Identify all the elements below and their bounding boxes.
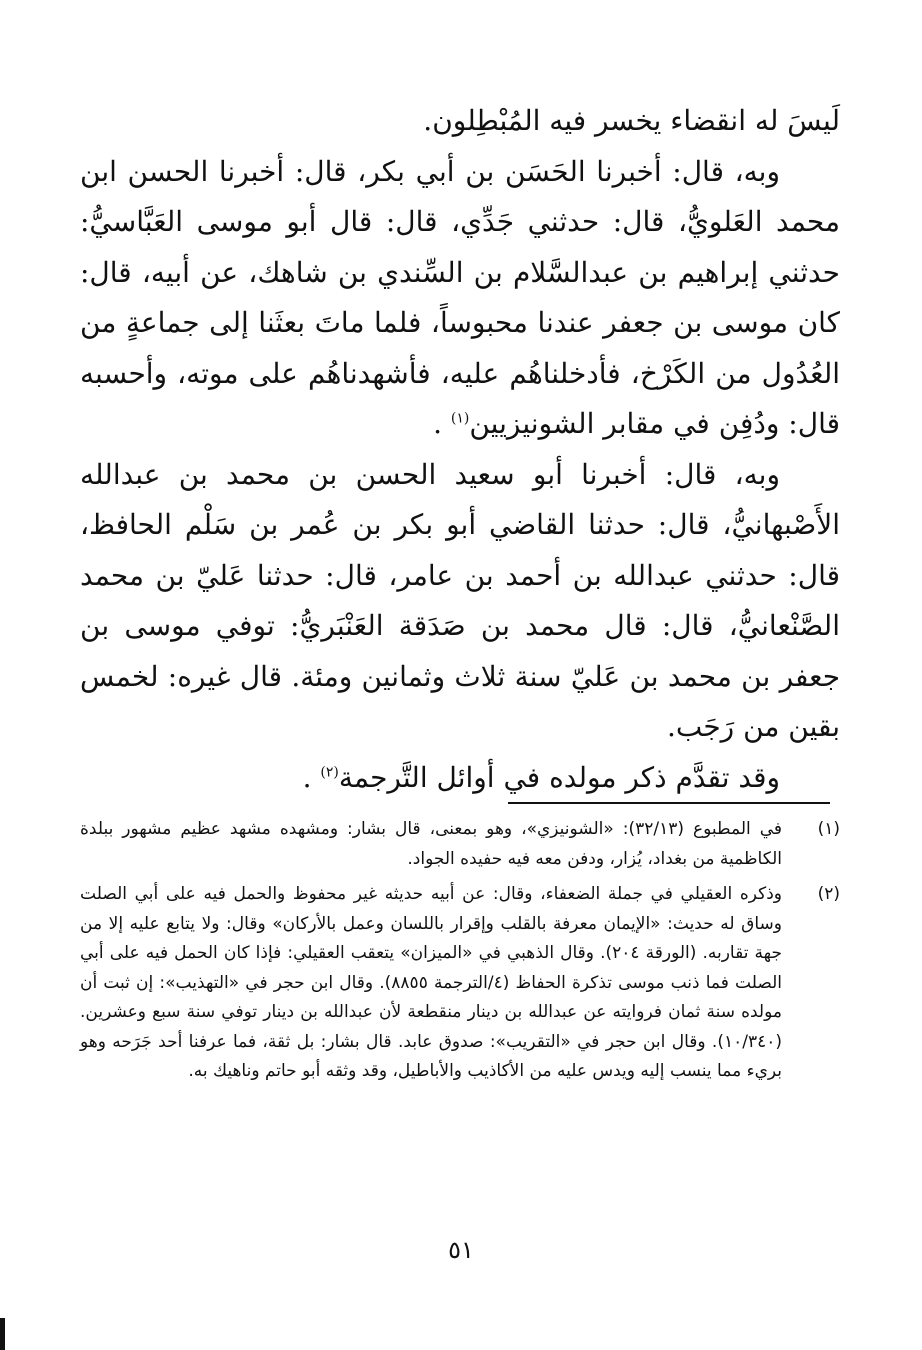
paragraph-closing <box>80 753 840 804</box>
footnote-ref-1: (١) <box>450 410 470 427</box>
footnote-text: وذكره العقيلي في جملة الضعفاء، وقال: عن أبيه حديثه غير محفوظ والحمل فيه على أبي الصلت وساق له حديث: «الإيمان معرفة بالقلب وإقرار باللسان وعمل بالأركان» وقال: ولا يتابع عليه إلا من جهة تقاربه. (الورقة ٢٠٤). وقال الذهبي في «الميزان» يتعقب العقيلي: فإذا كان الحمل فيه على أبي الصلت فما ذنب موسى تذكرة الحفاظ (٤/الترجمة ٨٨٥٥). وقال ابن حجر في «التهذيب»: إن ثبت أن مولده سنة ثمان فروايته عن عبدالله بن دينار منقطعة لأن عبدالله بن دينار توفي سنة سبع وعشرين. (١٠/٣٤٠). وقال ابن حجر في «التقريب»: صدوق عابد. قال بشار: بل ثقة، فما عرفنا أحد جَرَحه وهو بريء مما ينسب إليه ويدس عليه من الأكاذيب والأباطيل، وقد وثقه أبو حاتم وناهيك به. <box>80 884 782 1081</box>
main-text <box>80 96 840 803</box>
footnotes <box>80 815 840 1093</box>
paragraph-narration-2: وبه، قال: أخبرنا أبو سعيد الحسن بن محمد بن عبدالله الأَصْبهانيُّ، قال: حدثنا القاضي أبو بكر بن عُمر بن سَلْم الحافظ، قال: حدثني عبدالله بن أحمد بن عامر، قال: حدثنا عَليّ بن محمد الصَّنْعانيُّ، قال: قال محمد بن صَدَقة العَنْبَريُّ: توفي موسى بن جعفر بن محمد بن عَليّ سنة ثلاث وثمانين ومئة. قال غيره: لخمس بقين من رَجَب. <box>80 457 840 743</box>
scan-edge-mark <box>0 1318 5 1350</box>
footnote-2 <box>80 880 840 1087</box>
page-number: ٥١ <box>448 1236 474 1264</box>
paragraph-narration-1 <box>80 147 840 450</box>
footnote-ref-2: (٢) <box>320 764 339 781</box>
sentence-end-2: . <box>302 760 312 794</box>
sentence-end-1: . <box>433 407 442 440</box>
paragraph-closing-text: وقد تقدَّم ذكر مولده في أوائل التَّرجمة <box>338 760 780 794</box>
footnote-separator <box>508 802 830 804</box>
paragraph-continuation: لَيسَ له انقضاء يخسر فيه المُبْطِلون. <box>423 104 840 137</box>
footnote-number: (١) <box>817 819 840 839</box>
footnote-number: (٢) <box>817 884 840 904</box>
footnote-1 <box>80 815 840 874</box>
footnote-text: في المطبوع (٣٢/١٣): «الشونيزي»، وهو بمعنى، قال بشار: ومشهده مشهد عظيم مشهور ببلدة الكاظمية من بغداد، يُزار، ودفن معه فيه حفيده الجواد. <box>80 819 783 869</box>
paragraph-narration-1-text: وبه، قال: أخبرنا الحَسَن بن أبي بكر، قال: أخبرنا الحسن ابن محمد العَلويُّ، قال: حدثني جَدِّي، قال: قال أبو موسى العَبَّاسيُّ: حدثني إبراهيم بن عبدالسَّلام بن السِّندي بن شاهك، عن أبيه، قال: كان موسى بن جعفر عندنا محبوساً، فلما ماتَ بعثَنا إلى جماعةٍ من العُدُول من الكَرْخ، فأدخلناهُم عليه، فأشهدناهُم على موته، وأحسبه قال: ودُفِن في مقابر الشونيزيين <box>80 154 840 440</box>
